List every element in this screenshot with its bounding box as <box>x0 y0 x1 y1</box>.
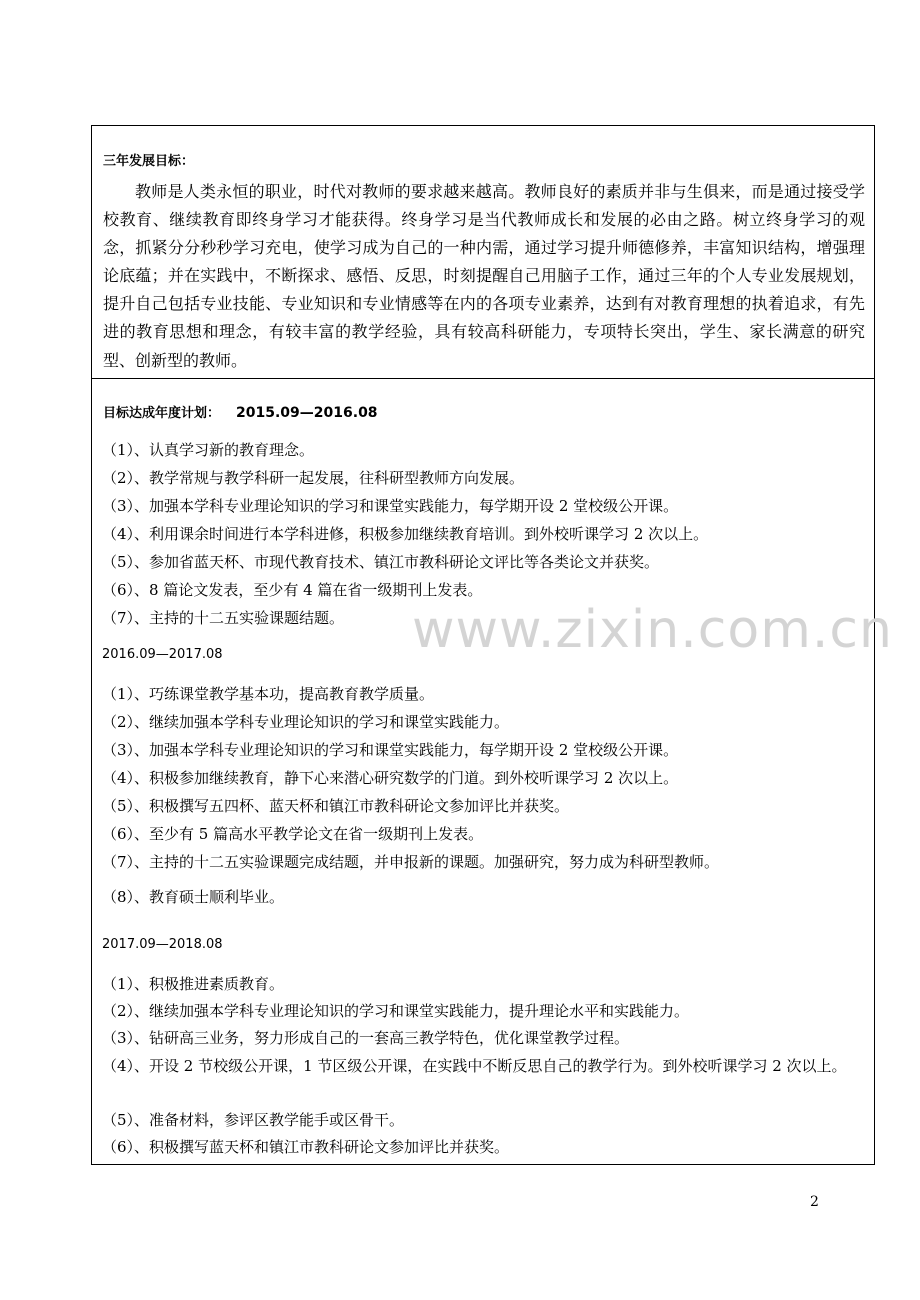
plan-label <box>103 402 378 421</box>
year-3-item-5: （5）、准备材料，参评区教学能手或区骨干。 <box>102 1111 405 1129</box>
year-3-item-1: （1）、积极推进素质教育。 <box>102 975 285 993</box>
page-number: 2 <box>810 1194 819 1210</box>
year-2-item-6: （6）、至少有 5 篇高水平教学论文在省一级期刊上发表。 <box>102 825 484 843</box>
year-2-item-4: （4）、积极参加继续教育，静下心来潜心研究数学的门道。到外校听课学习 2 次以上。 <box>102 769 679 787</box>
goal-label: 三年发展目标： <box>103 154 195 169</box>
year-1-item-3: （3）、加强本学科专业理论知识的学习和课堂实践能力，每学期开设 2 堂校级公开课。 <box>102 497 679 515</box>
year-1-item-2: （2）、教学常规与教学科研一起发展，往科研型教师方向发展。 <box>102 469 525 487</box>
year-1-period: 2015.09—2016.08 <box>236 405 378 421</box>
year-3-item-6: （6）、积极撰写蓝天杯和镇江市教科研论文参加评比并获奖。 <box>102 1138 510 1156</box>
year-3-item-3: （3）、钻研高三业务，努力形成自己的一套高三教学特色，优化课堂教学过程。 <box>102 1029 630 1047</box>
year-2-item-5: （5）、积极撰写五四杯、蓝天杯和镇江市教科研论文参加评比并获奖。 <box>102 797 570 815</box>
year-3-item-2: （2）、继续加强本学科专业理论知识的学习和课堂实践能力，提升理论水平和实践能力。 <box>102 1002 690 1020</box>
year-1-item-5: （5）、参加省蓝天杯、市现代教育技术、镇江市教科研论文评比等各类论文并获奖。 <box>102 553 660 571</box>
goal-paragraph: 教师是人类永恒的职业，时代对教师的要求越来越高。教师良好的素质并非与生俱来，而是通过接受学校教育、继续教育即终身学习才能获得。终身学习是当代教师成长和发展的必由之路。树立终身学习的观念，抓紧分分秒秒学习充电，使学习成为自己的一种内需，通过学习提升师德修养，丰富知识结构，增强理论底蕴；并在实践中，不断探求、感悟、反思，时刻提醒自己用脑子工作，通过三年的个人专业发展规划，提升自己包括专业技能、专业知识和专业情感等在内的各项专业素养，达到有对教育理想的执着追求，有先进的教育思想和理念，有较丰富的教学经验，具有较高科研能力，专项特长突出，学生、家长满意的研究型、创新型的教师。 <box>103 182 865 370</box>
year-1-item-1: （1）、认真学习新的教育理念。 <box>102 441 315 459</box>
year-2-item-1: （1）、巧练课堂教学基本功，提高教育教学质量。 <box>102 685 435 703</box>
year-3-item-4: （4）、开设 2 节校级公开课，1 节区级公开课，在实践中不断反思自己的教学行为。到外校听课学习 2 次以上。 <box>102 1057 847 1075</box>
year-2-item-7: （7）、主持的十二五实验课题完成结题，并申报新的课题。加强研究，努力成为科研型教师。 <box>102 853 720 871</box>
year-1-item-4: （4）、利用课余时间进行本学科进修，积极参加继续教育培训。到外校听课学习 2 次以上。 <box>102 525 709 543</box>
goal-section <box>92 126 874 379</box>
year-2-item-2: （2）、继续加强本学科专业理论知识的学习和课堂实践能力。 <box>102 713 510 731</box>
year-2-item-3: （3）、加强本学科专业理论知识的学习和课堂实践能力，每学期开设 2 堂校级公开课。 <box>102 741 679 759</box>
watermark: www.zixin.com.cn <box>412 600 893 660</box>
year-1-item-7: （7）、主持的十二五实验课题结题。 <box>102 609 345 627</box>
plan-label-text: 目标达成年度计划： <box>103 406 221 421</box>
year-2-period: 2016.09—2017.08 <box>102 647 223 662</box>
plan-table <box>91 125 875 1165</box>
year-2-item-8: （8）、教育硕士顺利毕业。 <box>102 888 285 906</box>
year-3-period: 2017.09—2018.08 <box>102 937 223 952</box>
year-1-item-6: （6）、8 篇论文发表，至少有 4 篇在省一级期刊上发表。 <box>102 581 483 599</box>
